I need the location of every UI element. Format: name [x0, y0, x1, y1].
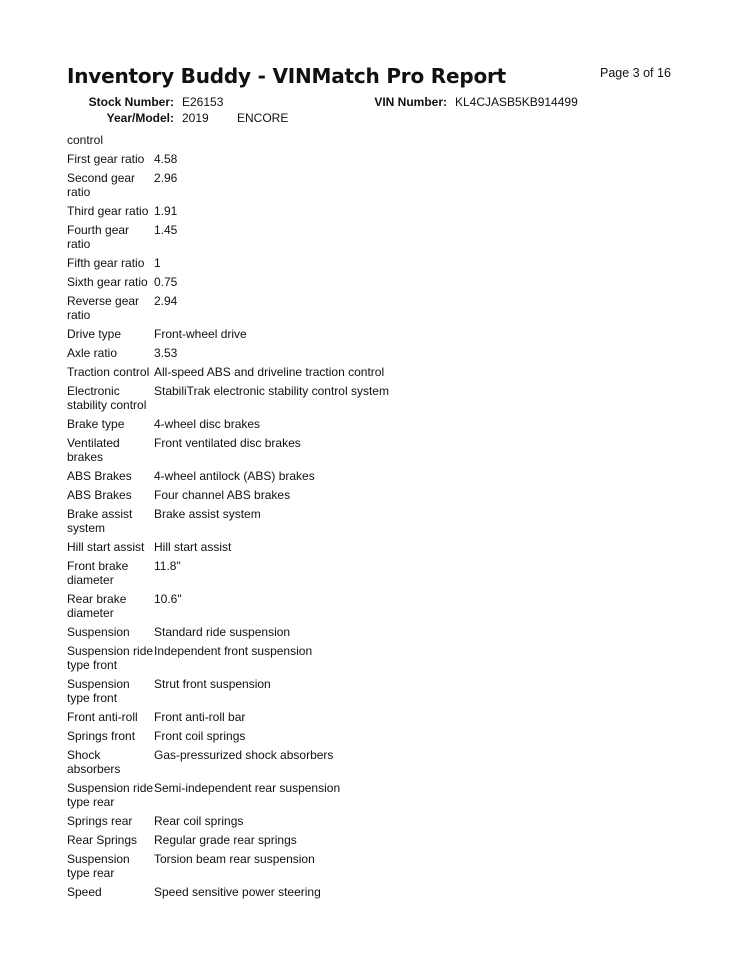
spec-value: Speed sensitive power steering — [154, 885, 321, 899]
spec-label: Speed — [67, 885, 102, 899]
spec-row — [67, 294, 527, 322]
stock-number-line — [0, 95, 742, 111]
spec-row — [67, 275, 527, 289]
spec-row — [67, 171, 527, 199]
spec-row — [67, 365, 527, 379]
spec-value: Strut front suspension — [154, 677, 271, 691]
spec-row — [67, 152, 527, 166]
spec-label: Fourth gear ratio — [67, 223, 130, 251]
spec-label: Sixth gear ratio — [67, 275, 148, 289]
vin-number-label: VIN Number: — [374, 95, 447, 109]
spec-label: Reverse gear ratio — [67, 294, 140, 322]
spec-label: Suspension — [67, 625, 130, 639]
spec-row — [67, 814, 527, 828]
spec-label: Traction control — [67, 365, 150, 379]
continued-text: control — [67, 133, 104, 147]
spec-value: Gas-pressurized shock absorbers — [154, 748, 334, 762]
spec-label: Suspension type front — [67, 677, 130, 705]
spec-value: Hill start assist — [154, 540, 232, 554]
spec-value: Front anti-roll bar — [154, 710, 246, 724]
spec-label: Front brake diameter — [67, 559, 129, 587]
spec-value: Standard ride suspension — [154, 625, 291, 639]
spec-label: Springs rear — [67, 814, 133, 828]
stock-number-label: Stock Number: — [88, 95, 174, 109]
spec-value: StabiliTrak electronic stability control system — [154, 384, 389, 398]
spec-value: 11.8" — [154, 559, 181, 573]
spec-row — [67, 729, 527, 743]
spec-row — [67, 384, 527, 412]
spec-value: Independent front suspension — [154, 644, 313, 658]
spec-label: Brake assist system — [67, 507, 133, 535]
spec-row — [67, 469, 527, 483]
stock-number-value: E26153 — [182, 95, 224, 109]
report-title: Inventory Buddy - VINMatch Pro Report — [67, 64, 507, 88]
spec-row — [67, 256, 527, 270]
spec-row — [67, 436, 527, 464]
spec-value: Front coil springs — [154, 729, 246, 743]
page-number: Page 3 of 16 — [600, 66, 671, 80]
spec-row — [67, 204, 527, 218]
spec-row — [67, 327, 527, 341]
spec-value: Regular grade rear springs — [154, 833, 297, 847]
spec-value: 0.75 — [154, 275, 178, 289]
spec-row — [67, 748, 527, 776]
spec-value: Front ventilated disc brakes — [154, 436, 301, 450]
year-model-label: Year/Model: — [106, 111, 174, 125]
spec-value: 1.91 — [154, 204, 178, 218]
spec-list — [67, 133, 527, 904]
year-value: 2019 — [182, 111, 209, 125]
spec-value: 4-wheel antilock (ABS) brakes — [154, 469, 315, 483]
spec-label: Springs front — [67, 729, 136, 743]
model-value: ENCORE — [237, 111, 289, 125]
spec-value: 1.45 — [154, 223, 178, 237]
spec-row — [67, 223, 527, 251]
spec-row — [67, 540, 527, 554]
spec-label: Suspension type rear — [67, 852, 130, 880]
spec-value: Four channel ABS brakes — [154, 488, 291, 502]
spec-label: ABS Brakes — [67, 488, 132, 502]
spec-label: Ventilated brakes — [67, 436, 120, 464]
spec-value: 3.53 — [154, 346, 178, 360]
spec-label: Shock absorbers — [67, 748, 121, 776]
spec-row — [67, 833, 527, 847]
spec-row — [67, 781, 527, 809]
spec-row — [67, 644, 527, 672]
spec-label: Drive type — [67, 327, 122, 341]
spec-label: Suspension ride type front — [67, 644, 154, 672]
spec-value: Semi-independent rear suspension — [154, 781, 341, 795]
spec-value: 2.94 — [154, 294, 178, 308]
spec-row — [67, 559, 527, 587]
vin-number-value: KL4CJASB5KB914499 — [455, 95, 578, 109]
spec-value: 2.96 — [154, 171, 178, 185]
spec-row — [67, 885, 527, 899]
spec-row — [67, 852, 527, 880]
spec-label: ABS Brakes — [67, 469, 132, 483]
spec-row — [67, 592, 527, 620]
spec-row — [67, 710, 527, 724]
spec-value: All-speed ABS and driveline traction control — [154, 365, 385, 379]
spec-row — [67, 488, 527, 502]
year-model-line — [0, 111, 742, 127]
spec-value: Torsion beam rear suspension — [154, 852, 315, 866]
spec-value: 10.6" — [154, 592, 182, 606]
spec-label: Second gear ratio — [67, 171, 136, 199]
spec-row — [67, 625, 527, 639]
spec-label: Rear Springs — [67, 833, 138, 847]
spec-label: Hill start assist — [67, 540, 145, 554]
spec-value: Front-wheel drive — [154, 327, 247, 341]
spec-value: Rear coil springs — [154, 814, 244, 828]
spec-label: First gear ratio — [67, 152, 145, 166]
spec-label: Front anti-roll — [67, 710, 138, 724]
spec-label: Axle ratio — [67, 346, 118, 360]
spec-value: 1 — [154, 256, 161, 270]
spec-label: Fifth gear ratio — [67, 256, 145, 270]
spec-value: 4.58 — [154, 152, 178, 166]
spec-label: Rear brake diameter — [67, 592, 127, 620]
spec-label: Electronic stability control — [67, 384, 147, 412]
spec-row — [67, 346, 527, 360]
spec-value: Brake assist system — [154, 507, 261, 521]
spec-label: Brake type — [67, 417, 125, 431]
spec-value: 4-wheel disc brakes — [154, 417, 261, 431]
spec-row — [67, 417, 527, 431]
spec-label: Suspension ride type rear — [67, 781, 154, 809]
spec-row — [67, 677, 527, 705]
spec-row — [67, 507, 527, 535]
spec-label: Third gear ratio — [67, 204, 149, 218]
